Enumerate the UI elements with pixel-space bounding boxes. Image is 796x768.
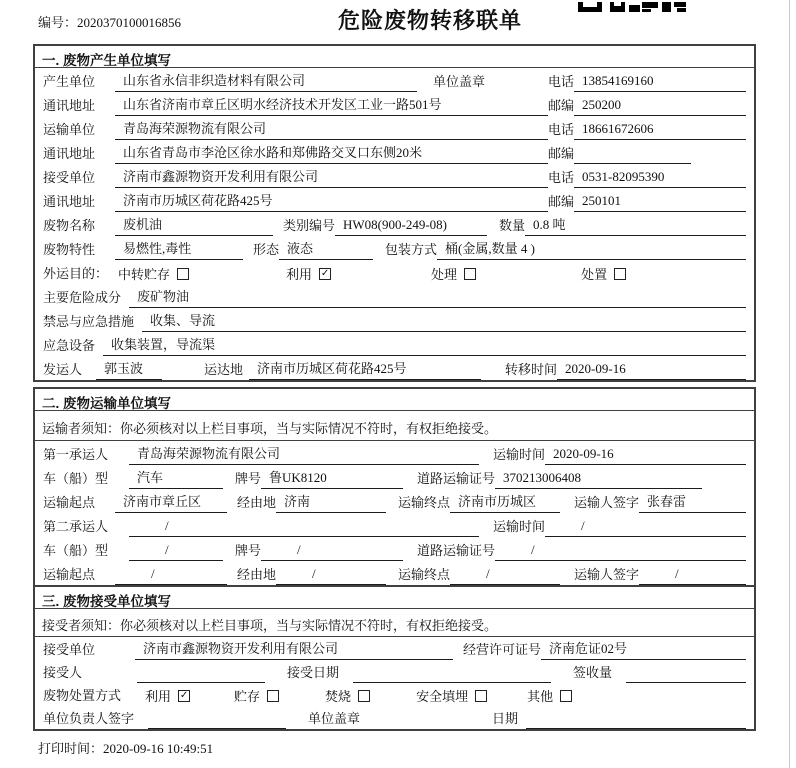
option-utilize [286, 264, 331, 284]
row-purpose [35, 260, 754, 284]
section-transporter-title: 二. 废物运输单位填写 [35, 389, 754, 411]
date-label: 日期 [492, 711, 519, 726]
transport-time-label: 运输时间 [493, 519, 546, 534]
transport-time-label: 运输时间 [493, 447, 546, 462]
waste-name-value: 废机油 [115, 214, 273, 236]
destination-value: 济南市历城区荷花路425号 [249, 358, 481, 380]
waste-character-value: 易燃性,毒性 [115, 238, 243, 260]
option-label: 利用 [286, 267, 313, 282]
row-vehicle-1 [35, 465, 754, 489]
hazard-label: 主要危险成分 [43, 290, 122, 305]
receiver-notice: 接受者须知：你必须核对以上栏目事项，当与实际情况不符时，有权拒绝接受。 [35, 609, 754, 637]
checkbox-transfer-storage [177, 268, 189, 280]
checkbox-other [560, 690, 572, 702]
receive-unit-label: 接受单位 [43, 642, 96, 657]
option-label: 安全填埋 [416, 689, 469, 704]
row-waste-name [35, 212, 754, 236]
row-transport-unit [35, 116, 754, 140]
print-time-label: 打印时间： [38, 741, 104, 756]
route-start-value: / [115, 566, 227, 585]
unit-seal-label: 单位盖章 [308, 711, 361, 726]
road-license-label: 道路运输证号 [417, 471, 496, 486]
page-title: 危险废物转移联单 [337, 8, 522, 33]
pack-label: 包装方式 [385, 242, 438, 257]
plate-label: 牌号 [235, 543, 262, 558]
dispatcher-label: 发运人 [43, 362, 83, 377]
responsible-sign-value [148, 713, 286, 729]
carrier-value: 青岛海荣源物流有限公司 [129, 443, 479, 465]
emergency-value: 收集、导流 [142, 310, 746, 332]
route-via-label: 经由地 [237, 495, 277, 510]
row-receive-unit [35, 637, 754, 660]
phone-label: 电话 [548, 170, 575, 185]
address-value: 山东省济南市章丘区明水经济技术开发区工业一路501号 [115, 94, 548, 116]
route-start-label: 运输起点 [43, 567, 96, 582]
address-label: 通讯地址 [43, 194, 96, 209]
option-transfer-storage [118, 264, 189, 284]
transport-unit-label: 运输单位 [43, 122, 96, 137]
row-equipment [35, 332, 754, 356]
phone-value: 13854169160 [574, 73, 746, 92]
section-receiver-title: 三. 废物接受单位填写 [35, 587, 754, 609]
option-storage [234, 686, 279, 706]
equipment-value: 收集装置，导流渠 [103, 334, 746, 356]
route-end-label: 运输终点 [398, 495, 451, 510]
option-other [527, 686, 572, 706]
zip-label: 邮编 [548, 146, 575, 161]
receive-unit-label: 接受单位 [43, 170, 96, 185]
print-time-line [38, 738, 796, 757]
plate-value: / [261, 542, 403, 561]
transporter-sign-value: 张春雷 [639, 491, 746, 513]
page-right-edge [789, 0, 790, 768]
transfer-time-value: 2020-09-16 [557, 361, 746, 380]
row-vehicle-2 [35, 537, 754, 561]
row-address-2 [35, 140, 754, 164]
operate-license-label: 经营许可证号 [463, 642, 542, 657]
option-utilize [145, 686, 190, 706]
route-end-value: 济南市历城区 [450, 491, 560, 513]
row-route-2 [35, 561, 754, 585]
zip-value: 250101 [574, 193, 746, 212]
transporter-sign-label: 运输人签字 [574, 567, 640, 582]
plate-value: 鲁UK8120 [261, 467, 403, 489]
row-produce-unit [35, 68, 754, 92]
checkbox-treatment [464, 268, 476, 280]
emergency-label: 禁忌与应急措施 [43, 314, 135, 329]
zip-value: 250200 [574, 97, 746, 116]
address-label: 通讯地址 [43, 98, 96, 113]
vehicle-type-label: 车（船）型 [43, 543, 109, 558]
transport-unit-value: 青岛海荣源物流有限公司 [115, 118, 548, 140]
receive-unit-value: 济南市鑫源物资开发利用有限公司 [115, 166, 548, 188]
receive-date-value [353, 667, 551, 683]
dispatcher-value: 郭玉波 [96, 358, 162, 380]
receiver-label: 接受人 [43, 665, 83, 680]
form-label: 形态 [253, 242, 280, 257]
waste-character-label: 废物特性 [43, 242, 96, 257]
transporter-notice: 运输者须知：你必须核对以上栏目事项，当与实际情况不符时，有权拒绝接受。 [35, 411, 754, 441]
waste-name-label: 废物名称 [43, 218, 96, 233]
road-license-value: 370213006408 [495, 470, 702, 489]
transport-time-value: 2020-09-16 [545, 446, 746, 465]
hazard-value: 废矿物油 [129, 286, 746, 308]
phone-label: 电话 [548, 122, 575, 137]
route-end-label: 运输终点 [398, 567, 451, 582]
section-transporter [33, 387, 756, 585]
date-value [526, 713, 746, 729]
checkbox-utilize: ✓ [179, 689, 189, 701]
route-end-value: / [450, 566, 560, 585]
vehicle-type-value: / [129, 542, 223, 561]
row-receive-unit [35, 164, 754, 188]
qty-value: 0.8 吨 [525, 214, 746, 236]
row-address-3 [35, 188, 754, 212]
checkbox-utilize: ✓ [320, 267, 330, 279]
disposal-method-label: 废物处置方式 [43, 688, 122, 703]
option-label: 处置 [581, 267, 608, 282]
checkbox-storage [267, 690, 279, 702]
zip-label: 邮编 [548, 98, 575, 113]
plate-label: 牌号 [235, 471, 262, 486]
transfer-time-label: 转移时间 [505, 362, 558, 377]
row-carrier-1 [35, 441, 754, 465]
option-label: 中转贮存 [118, 267, 171, 282]
row-responsible-sign [35, 706, 754, 729]
row-waste-character [35, 236, 754, 260]
road-license-value: / [495, 542, 746, 561]
route-via-value: / [276, 566, 386, 585]
form-value: 液态 [279, 238, 373, 260]
pack-value: 桶(金属,数量 4 ) [437, 238, 746, 260]
option-label: 处理 [431, 267, 458, 282]
road-license-label: 道路运输证号 [417, 543, 496, 558]
option-label: 其他 [527, 689, 554, 704]
option-incinerate [325, 686, 370, 706]
vehicle-type-value: 汽车 [129, 467, 223, 489]
receive-date-label: 接受日期 [287, 665, 340, 680]
seal-label: 单位盖章 [433, 74, 486, 89]
destination-label: 运达地 [204, 362, 244, 377]
qr-code-fragment [578, 0, 690, 10]
sign-qty-value [626, 667, 746, 683]
address-value: 济南市历城区荷花路425号 [115, 190, 548, 212]
zip-value [574, 148, 691, 164]
vehicle-type-label: 车（船）型 [43, 471, 109, 486]
option-label: 利用 [145, 689, 172, 704]
route-start-label: 运输起点 [43, 495, 96, 510]
section-producer [33, 44, 756, 382]
receiver-value [137, 667, 265, 683]
produce-unit-label: 产生单位 [43, 74, 96, 89]
responsible-sign-label: 单位负责人签字 [43, 711, 135, 726]
sign-qty-label: 签收量 [573, 665, 613, 680]
operate-license-value: 济南危证02号 [541, 638, 746, 660]
equipment-label: 应急设备 [43, 338, 96, 353]
print-time-value: 2020-09-16 10:49:51 [103, 741, 214, 756]
receive-unit-value: 济南市鑫源物资开发利用有限公司 [135, 638, 453, 660]
phone-value: 18661672606 [574, 121, 746, 140]
produce-unit-value: 山东省永信非织造材料有限公司 [115, 70, 417, 92]
option-landfill [416, 686, 487, 706]
code-value: HW08(900-249-08) [335, 217, 487, 236]
carrier-label: 第二承运人 [43, 519, 109, 534]
row-hazard [35, 284, 754, 308]
carrier-label: 第一承运人 [43, 447, 109, 462]
row-disposal-method [35, 683, 754, 706]
purpose-label: 外运目的： [43, 266, 109, 281]
option-label: 焚烧 [325, 689, 352, 704]
option-treatment [431, 264, 476, 284]
transporter-sign-value: / [639, 566, 746, 585]
row-carrier-2 [35, 513, 754, 537]
document-header [0, 0, 796, 44]
row-address-1 [35, 92, 754, 116]
phone-value: 0531-82095390 [574, 169, 746, 188]
row-emergency [35, 308, 754, 332]
option-label: 贮存 [234, 689, 261, 704]
row-dispatch [35, 356, 754, 380]
serial-label: 编号： [38, 15, 78, 30]
checkbox-disposal [614, 268, 626, 280]
carrier-value: / [129, 518, 479, 537]
zip-label: 邮编 [548, 194, 575, 209]
option-disposal [581, 264, 626, 284]
section-receiver [33, 585, 756, 731]
route-via-label: 经由地 [237, 567, 277, 582]
route-via-value: 济南 [276, 491, 386, 513]
phone-label: 电话 [548, 74, 575, 89]
address-label: 通讯地址 [43, 146, 96, 161]
qty-label: 数量 [499, 218, 526, 233]
row-receiver-person [35, 660, 754, 683]
checkbox-incinerate [358, 690, 370, 702]
route-start-value: 济南市章丘区 [115, 491, 227, 513]
row-route-1 [35, 489, 754, 513]
address-value: 山东省青岛市李沧区徐水路和郑佛路交叉口东侧20米 [115, 142, 548, 164]
section-producer-title: 一. 废物产生单位填写 [35, 46, 754, 68]
checkbox-landfill [475, 690, 487, 702]
code-label: 类别编号 [283, 218, 336, 233]
transporter-sign-label: 运输人签字 [574, 495, 640, 510]
transport-time-value: / [545, 518, 746, 537]
serial-value: 2020370100016856 [77, 15, 182, 30]
